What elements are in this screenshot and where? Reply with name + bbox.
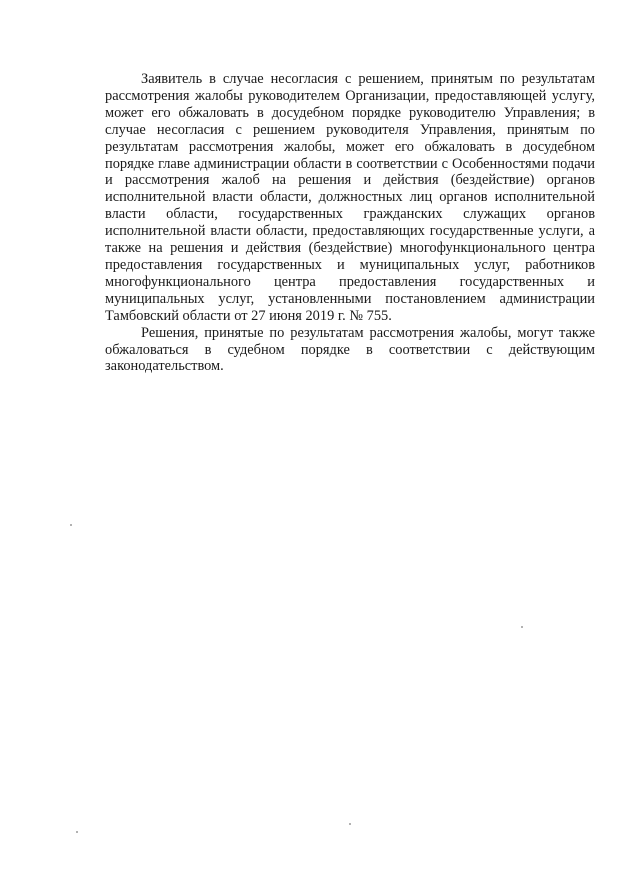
- scan-speck: [70, 524, 72, 526]
- document-body: [105, 71, 595, 375]
- scan-speck: [349, 823, 351, 825]
- scan-speck: [76, 831, 78, 833]
- paragraph-appeal-procedure: Заявитель в случае несогласия с решением, принятым по результатам рассмотрения жалобы руководителем Организации, предоставляющей услугу, может его обжаловать в досудебном порядке руководителю Управления; в случае несогласия с решением руководителя Управления, принятым по результатам рассмотрения жалобы, может его обжаловать в досудебном порядке главе администрации области в соответствии с Особенностями подачи и рассмотрения жалоб на решения и действия (бездействие) органов исполнительной власти области, должностных лиц органов исполнительной власти области, государственных гражданских служащих органов исполнительной власти области, предоставляющих государственные услуги, а также на решения и действия (бездействие) многофункционального центра предоставления государственных и муниципальных услуг, работников многофункционального центра предоставления государственных и муниципальных услуг, установленными постановлением администрации Тамбовский области от 27 июня 2019 г. № 755.: [105, 71, 595, 324]
- paragraph-judicial-appeal: Решения, принятые по результатам рассмотрения жалобы, могут также обжаловаться в судебном порядке в соответствии с действующим законодательством.: [105, 324, 595, 375]
- scan-speck: [521, 626, 523, 628]
